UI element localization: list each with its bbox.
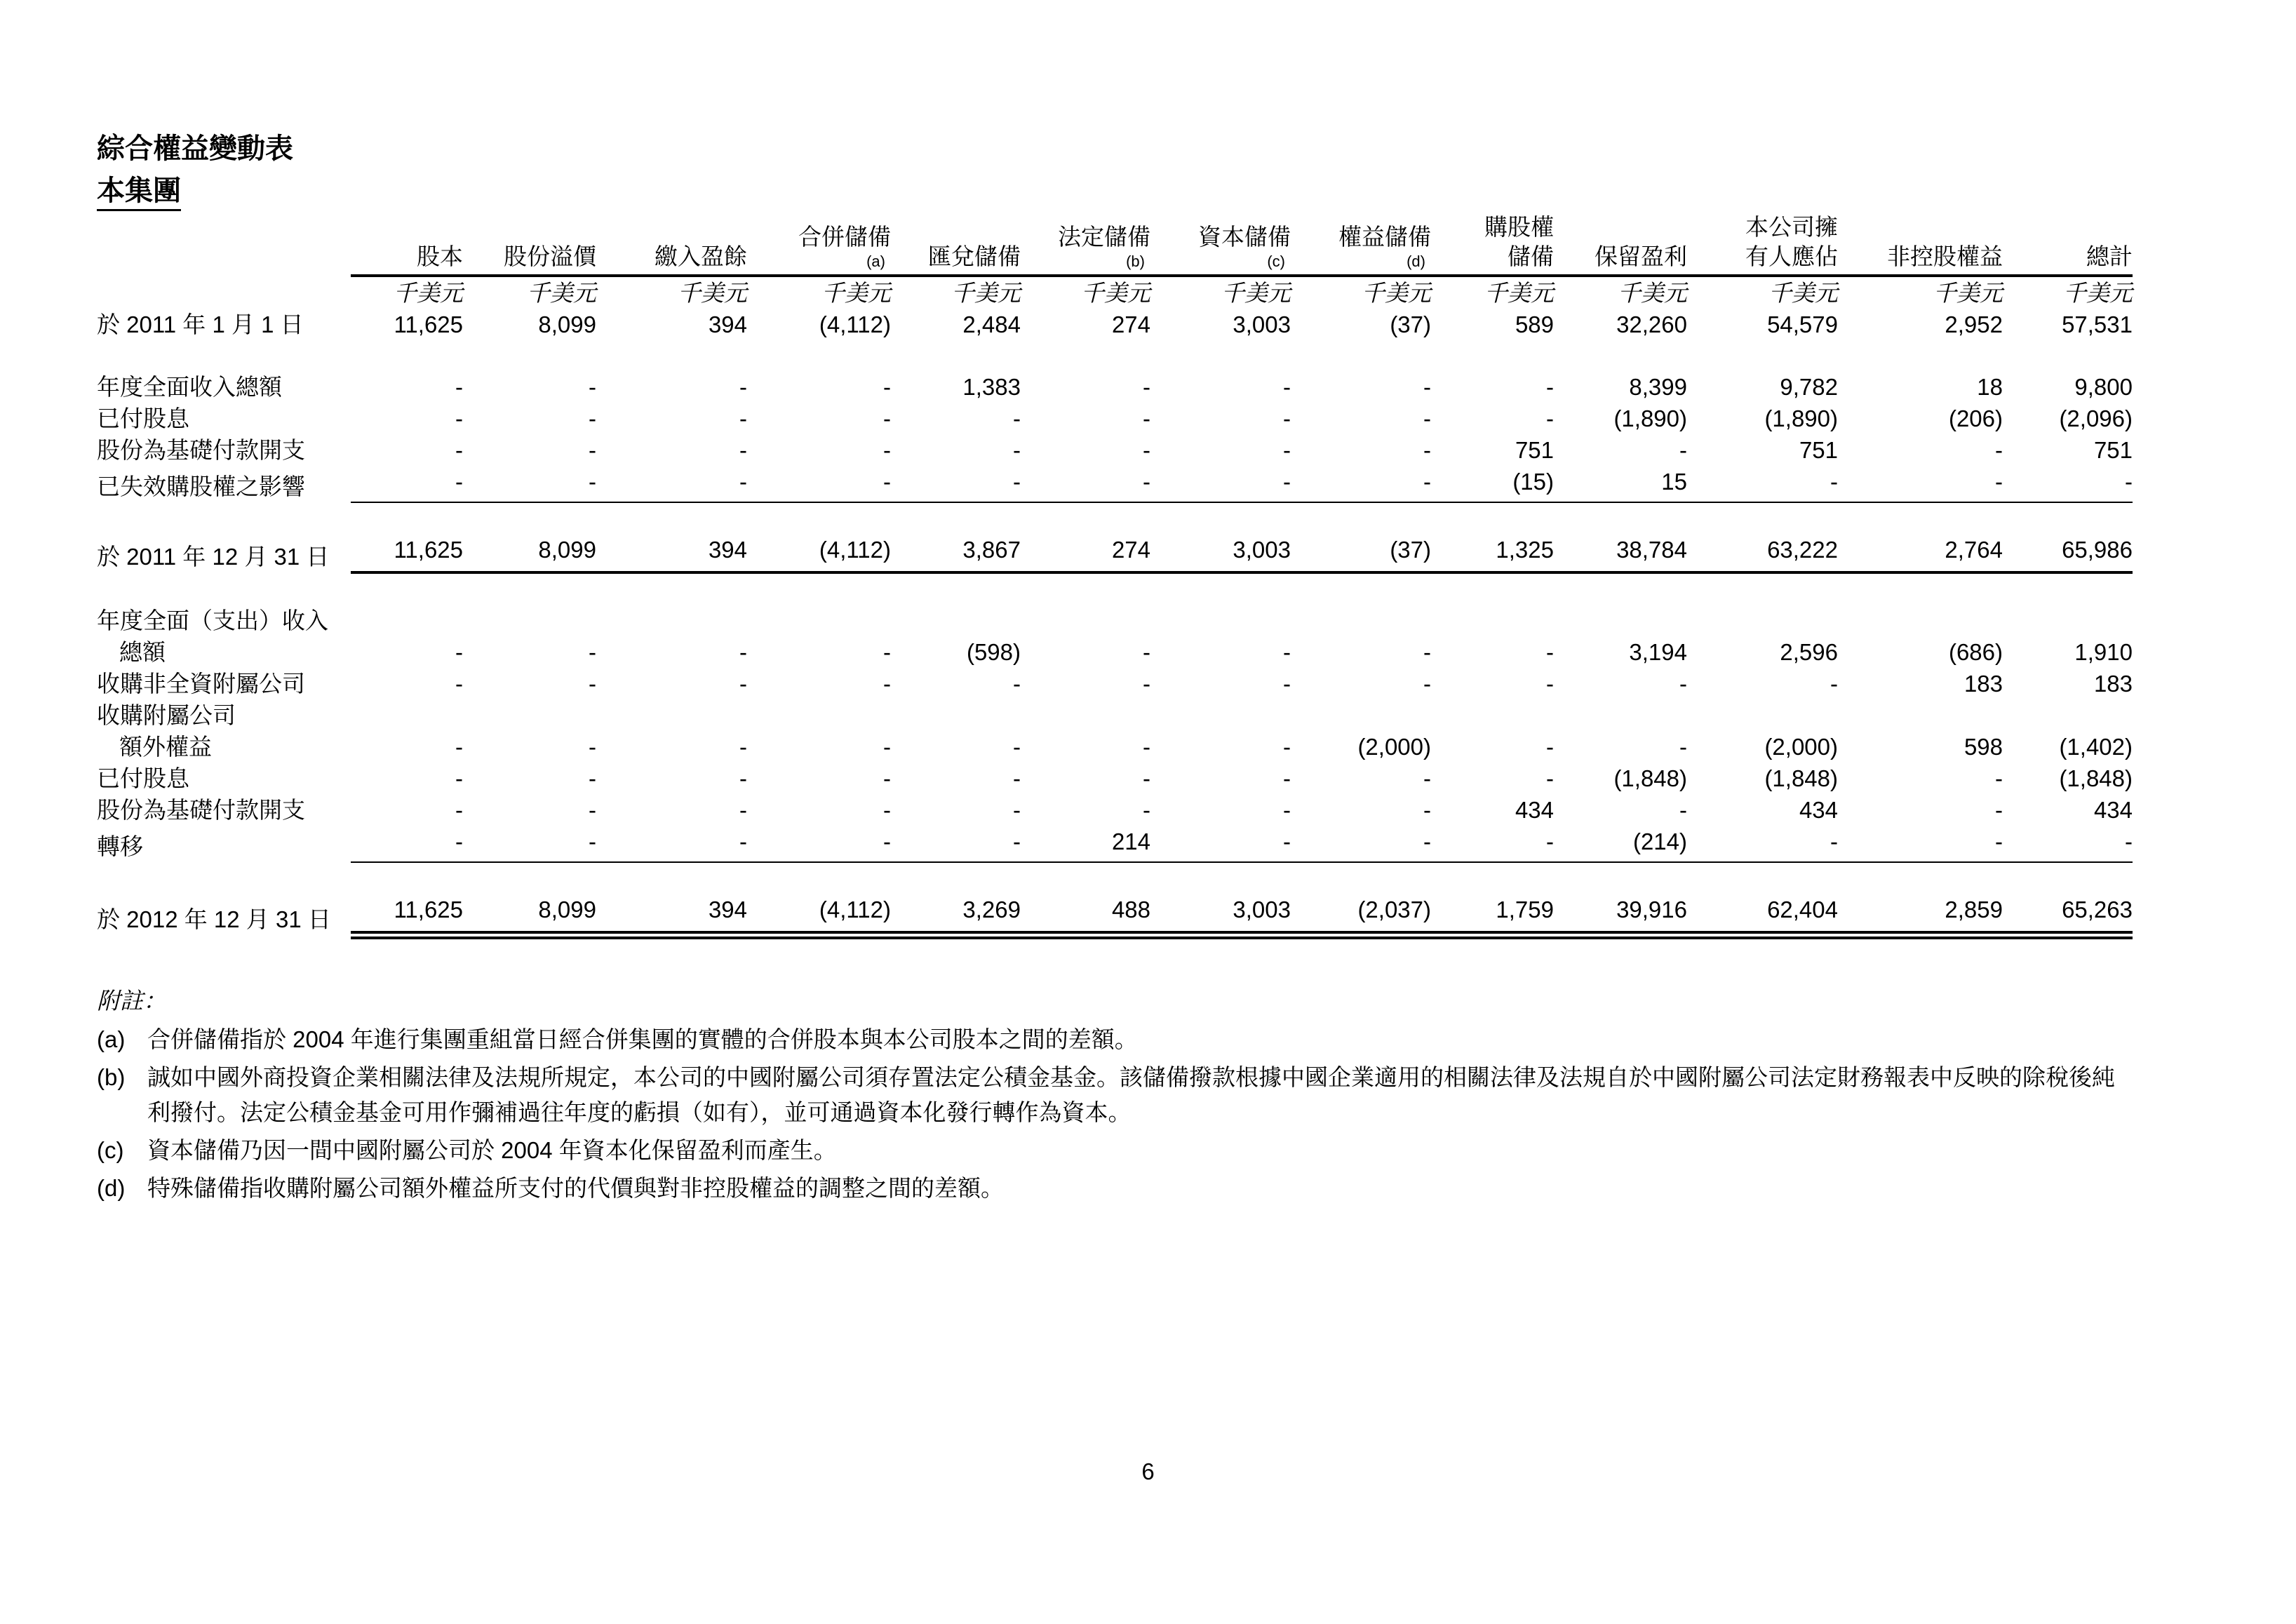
- equity-table: [97, 213, 2133, 939]
- value-cell: -: [739, 639, 747, 665]
- row-label-line: 於 2011 年 1 月 1 日: [97, 311, 304, 337]
- row-label: [97, 794, 351, 826]
- unit-cell: 千美元: [1618, 280, 1687, 306]
- column-header: [891, 213, 1021, 276]
- value-cell: (4,112): [747, 894, 891, 935]
- value-cell: -: [455, 374, 463, 400]
- note-item: [97, 1060, 2135, 1130]
- value-cell: -: [1283, 437, 1291, 463]
- row-label-line: 轉移: [97, 833, 143, 859]
- value-cell: 8,099: [463, 894, 596, 935]
- column-header-line: 權益儲備: [1338, 224, 1431, 250]
- value-cell: 183: [1963, 671, 2003, 697]
- value-cell: (2,037): [1291, 894, 1431, 935]
- column-header-line: 匯兌儲備: [928, 243, 1021, 269]
- value-cell: (4,112): [819, 311, 891, 337]
- unit-cell: 千美元: [1768, 280, 1838, 306]
- page-number: 6: [1141, 1458, 1155, 1484]
- column-header: [351, 213, 463, 276]
- row-label-line: 收購附屬公司: [97, 702, 236, 728]
- note-item: [97, 1171, 2135, 1206]
- value-cell: 9,800: [2074, 374, 2133, 400]
- value-cell: -: [883, 639, 891, 665]
- value-cell: 57,531: [2062, 311, 2133, 337]
- row-label: [97, 699, 351, 763]
- value-cell: -: [1546, 734, 1554, 760]
- value-cell: -: [1423, 671, 1431, 697]
- value-cell: 1,910: [2074, 639, 2133, 665]
- value-cell: 274: [1111, 311, 1150, 337]
- table-row: [97, 309, 2133, 340]
- note-marker: (c): [97, 1137, 124, 1163]
- value-cell: 8,099: [538, 311, 596, 337]
- row-label: [97, 668, 351, 699]
- value-cell: -: [883, 374, 891, 400]
- table-row: [97, 668, 2133, 699]
- value-cell: -: [1679, 437, 1687, 463]
- value-cell: -: [739, 437, 747, 463]
- column-header-line: 法定儲備: [1058, 224, 1150, 250]
- unit-cell: 千美元: [1484, 280, 1554, 306]
- value-cell: -: [596, 826, 747, 862]
- value-cell: (1,402): [2059, 734, 2133, 760]
- page-subtitle-row: [97, 174, 2135, 211]
- row-label: [97, 434, 351, 466]
- value-cell: 1,759: [1431, 894, 1554, 935]
- value-cell: -: [1291, 826, 1431, 862]
- value-cell: -: [455, 765, 463, 791]
- value-cell: 488: [1021, 894, 1150, 935]
- value-cell: 2,859: [1838, 894, 2003, 935]
- value-cell: (1,848): [1613, 765, 1687, 791]
- column-header-line: 儲備: [1508, 243, 1554, 269]
- notes-section: [97, 983, 2135, 1206]
- value-cell: -: [739, 797, 747, 823]
- table-row: [97, 605, 2133, 668]
- value-cell: -: [1423, 405, 1431, 431]
- column-header-line: 資本儲備: [1198, 224, 1291, 250]
- unit-cell: 千美元: [1081, 280, 1150, 306]
- value-cell: 183: [2093, 671, 2133, 697]
- row-label: [97, 826, 351, 862]
- note-text: 資本儲備乃因一間中國附屬公司於 2004 年資本化保留盈利而產生。: [147, 1137, 837, 1163]
- value-cell: -: [351, 466, 463, 502]
- value-cell: 434: [1799, 797, 1838, 823]
- value-cell: 394: [596, 894, 747, 935]
- value-cell: 394: [708, 311, 747, 337]
- value-cell: 274: [1021, 534, 1150, 572]
- column-header-line: 保留盈利: [1595, 243, 1687, 269]
- value-cell: 54,579: [1767, 311, 1838, 337]
- value-cell: -: [2003, 466, 2133, 502]
- value-cell: 18: [1977, 374, 2003, 400]
- value-cell: -: [1143, 405, 1150, 431]
- value-cell: 3,003: [1233, 311, 1291, 337]
- value-cell: -: [1143, 765, 1150, 791]
- value-cell: 434: [2093, 797, 2133, 823]
- value-cell: -: [883, 437, 891, 463]
- value-cell: (214): [1554, 826, 1687, 862]
- unit-cell: 千美元: [1221, 280, 1291, 306]
- value-cell: -: [1838, 826, 2003, 862]
- value-cell: 65,263: [2003, 894, 2133, 935]
- value-cell: -: [455, 671, 463, 697]
- value-cell: -: [1546, 405, 1554, 431]
- column-note: (b): [1126, 253, 1145, 270]
- value-cell: 8,399: [1629, 374, 1687, 400]
- table-row: [97, 434, 2133, 466]
- value-cell: -: [1679, 797, 1687, 823]
- value-cell: -: [1546, 671, 1554, 697]
- value-cell: -: [455, 639, 463, 665]
- value-cell: -: [883, 797, 891, 823]
- value-cell: -: [1995, 797, 2003, 823]
- value-cell: -: [455, 437, 463, 463]
- table-row: [97, 534, 2133, 572]
- column-note: (c): [1267, 253, 1285, 270]
- value-cell: (2,000): [1357, 734, 1431, 760]
- value-cell: -: [891, 466, 1021, 502]
- note-text: 誠如中國外商投資企業相關法律及法規所規定，本公司的中國附屬公司須存置法定公積金基金。該儲備撥款根據中國企業適用的相關法律及法規自於中國附屬公司法定財務報表中反映的除稅後純利撥付。法定公積金基金可用作彌補過往年度的虧損（如有），並可通過資本化發行轉作為資本。: [147, 1064, 2115, 1125]
- row-label: [97, 894, 351, 935]
- value-cell: 598: [1963, 734, 2003, 760]
- value-cell: 2,764: [1838, 534, 2003, 572]
- unit-cell: 千美元: [394, 280, 463, 306]
- row-label-line: 於 2012 年 12 月 31 日: [97, 906, 331, 932]
- table-row: [97, 403, 2133, 434]
- value-cell: -: [463, 466, 596, 502]
- spacer-row: [97, 502, 2133, 534]
- unit-cell: 千美元: [1362, 280, 1431, 306]
- value-cell: -: [739, 374, 747, 400]
- table-row: [97, 699, 2133, 763]
- value-cell: -: [747, 466, 891, 502]
- value-cell: 589: [1515, 311, 1554, 337]
- value-cell: -: [1838, 466, 2003, 502]
- value-cell: -: [1995, 765, 2003, 791]
- value-cell: (686): [1948, 639, 2003, 665]
- value-cell: 434: [1515, 797, 1554, 823]
- column-note: (a): [866, 253, 885, 270]
- value-cell: -: [1283, 639, 1291, 665]
- value-cell: (206): [1948, 405, 2003, 431]
- table-row: [97, 894, 2133, 935]
- row-label: [97, 371, 351, 403]
- table-row: [97, 794, 2133, 826]
- value-cell: 3,003: [1150, 894, 1291, 935]
- value-cell: -: [351, 826, 463, 862]
- value-cell: 214: [1021, 826, 1150, 862]
- row-label: [97, 403, 351, 434]
- value-cell: -: [739, 765, 747, 791]
- row-label: [97, 605, 351, 668]
- row-label: [97, 534, 351, 572]
- value-cell: -: [1546, 765, 1554, 791]
- value-cell: -: [1546, 374, 1554, 400]
- value-cell: -: [455, 405, 463, 431]
- spacer-row: [97, 340, 2133, 371]
- column-header-line: 繳入盈餘: [654, 243, 747, 269]
- value-cell: -: [1150, 466, 1291, 502]
- value-cell: -: [589, 437, 596, 463]
- value-cell: 751: [1799, 437, 1838, 463]
- value-cell: -: [747, 826, 891, 862]
- row-label: [97, 763, 351, 794]
- value-cell: (1,890): [1764, 405, 1838, 431]
- value-cell: (1,890): [1613, 405, 1687, 431]
- value-cell: -: [1013, 797, 1021, 823]
- value-cell: -: [1283, 765, 1291, 791]
- value-cell: -: [1546, 639, 1554, 665]
- value-cell: 1,383: [962, 374, 1021, 400]
- unit-row: [97, 276, 2133, 309]
- row-label-line: 股份為基礎付款開支: [97, 437, 305, 463]
- page-title: 綜合權益變動表: [97, 133, 293, 164]
- value-cell: -: [883, 405, 891, 431]
- row-label-line: 於 2011 年 12 月 31 日: [97, 544, 330, 570]
- spacer-cell: [97, 572, 2133, 605]
- value-cell: -: [1283, 734, 1291, 760]
- spacer-cell: [97, 340, 2133, 371]
- value-cell: 2,952: [1945, 311, 2003, 337]
- value-cell: 32,260: [1616, 311, 1687, 337]
- value-cell: 2,596: [1780, 639, 1838, 665]
- column-header: [1291, 213, 1431, 276]
- column-header-line: 股本: [417, 243, 463, 269]
- value-cell: -: [589, 639, 596, 665]
- table-row: [97, 826, 2133, 862]
- column-header-line: 合併儲備: [798, 224, 891, 250]
- value-cell: -: [589, 405, 596, 431]
- value-cell: -: [1283, 374, 1291, 400]
- table-row: [97, 763, 2133, 794]
- column-header-line: 總計: [2086, 243, 2133, 269]
- unit-cell: 千美元: [1933, 280, 2003, 306]
- column-header: [596, 213, 747, 276]
- value-cell: (2,000): [1764, 734, 1838, 760]
- value-cell: -: [1143, 639, 1150, 665]
- value-cell: -: [1021, 466, 1150, 502]
- header-spacer-cell: [97, 213, 351, 276]
- spacer-row: [97, 862, 2133, 894]
- column-header: [1554, 213, 1687, 276]
- value-cell: -: [883, 765, 891, 791]
- value-cell: -: [739, 734, 747, 760]
- value-cell: -: [1013, 765, 1021, 791]
- value-cell: 63,222: [1687, 534, 1838, 572]
- value-cell: -: [589, 374, 596, 400]
- value-cell: -: [2003, 826, 2133, 862]
- unit-spacer-cell: [97, 276, 351, 309]
- value-cell: -: [1143, 437, 1150, 463]
- row-label-line: 已付股息: [97, 405, 189, 431]
- value-cell: (37): [1291, 534, 1431, 572]
- table-row: [97, 371, 2133, 403]
- value-cell: 11,625: [351, 894, 463, 935]
- column-note: (d): [1407, 253, 1425, 270]
- value-cell: (4,112): [747, 534, 891, 572]
- value-cell: -: [1013, 734, 1021, 760]
- value-cell: -: [1291, 466, 1431, 502]
- note-item: [97, 1133, 2135, 1168]
- value-cell: -: [883, 734, 891, 760]
- row-label-line: 額外權益: [119, 734, 212, 760]
- column-header: [747, 213, 891, 276]
- unit-cell: 千美元: [821, 280, 891, 306]
- unit-cell: 千美元: [951, 280, 1021, 306]
- row-label-line: 年度全面（支出）收入: [97, 608, 328, 633]
- value-cell: 11,625: [351, 534, 463, 572]
- row-label: [97, 466, 351, 502]
- value-cell: 62,404: [1687, 894, 1838, 935]
- row-label-line: 總額: [119, 639, 166, 665]
- value-cell: (15): [1431, 466, 1554, 502]
- value-cell: -: [589, 734, 596, 760]
- value-cell: -: [1143, 374, 1150, 400]
- value-cell: -: [1150, 826, 1291, 862]
- value-cell: -: [1679, 734, 1687, 760]
- column-header-line: 非控股權益: [1887, 243, 2003, 269]
- value-cell: -: [1143, 734, 1150, 760]
- spacer-cell: [97, 502, 2133, 534]
- value-cell: 3,269: [891, 894, 1021, 935]
- table-row: [97, 466, 2133, 502]
- value-cell: 9,782: [1780, 374, 1838, 400]
- value-cell: 39,916: [1554, 894, 1687, 935]
- value-cell: -: [589, 765, 596, 791]
- column-header: [463, 213, 596, 276]
- value-cell: (37): [1390, 311, 1431, 337]
- column-header-line: 有人應佔: [1745, 243, 1838, 269]
- value-cell: -: [1679, 671, 1687, 697]
- value-cell: (1,848): [2059, 765, 2133, 791]
- note-marker: (d): [97, 1175, 126, 1201]
- value-cell: -: [1013, 405, 1021, 431]
- unit-cell: 千美元: [527, 280, 596, 306]
- value-cell: -: [455, 734, 463, 760]
- header-row: [97, 213, 2133, 276]
- spacer-cell: [97, 862, 2133, 894]
- value-cell: -: [1687, 466, 1838, 502]
- note-text: 合併儲備指於 2004 年進行集團重組當日經合併集團的實體的合併股本與本公司股本之間的差額。: [147, 1026, 1138, 1052]
- value-cell: -: [1013, 437, 1021, 463]
- value-cell: -: [883, 671, 891, 697]
- value-cell: 38,784: [1554, 534, 1687, 572]
- value-cell: -: [1423, 797, 1431, 823]
- value-cell: -: [1830, 671, 1838, 697]
- value-cell: -: [1423, 765, 1431, 791]
- spacer-row: [97, 572, 2133, 605]
- value-cell: -: [1687, 826, 1838, 862]
- value-cell: 8,099: [463, 534, 596, 572]
- column-header-line: 本公司擁: [1745, 214, 1838, 240]
- value-cell: -: [1423, 639, 1431, 665]
- value-cell: 2,484: [962, 311, 1021, 337]
- value-cell: -: [1995, 437, 2003, 463]
- column-header: [1687, 213, 1838, 276]
- value-cell: 394: [596, 534, 747, 572]
- notes-heading: 附註：: [97, 988, 166, 1014]
- value-cell: -: [1423, 374, 1431, 400]
- value-cell: 3,003: [1150, 534, 1291, 572]
- note-marker: (b): [97, 1064, 126, 1090]
- column-header-line: 購股權: [1484, 214, 1554, 240]
- value-cell: 65,986: [2003, 534, 2133, 572]
- value-cell: -: [1283, 405, 1291, 431]
- value-cell: -: [1283, 671, 1291, 697]
- value-cell: (2,096): [2059, 405, 2133, 431]
- note-marker: (a): [97, 1026, 126, 1052]
- value-cell: -: [596, 466, 747, 502]
- value-cell: -: [463, 826, 596, 862]
- column-header: [1431, 213, 1554, 276]
- value-cell: -: [1143, 671, 1150, 697]
- value-cell: 3,194: [1629, 639, 1687, 665]
- value-cell: -: [1143, 797, 1150, 823]
- column-header: [1838, 213, 2003, 276]
- note-text: 特殊儲備指收購附屬公司額外權益所支付的代價與對非控股權益的調整之間的差額。: [147, 1175, 1004, 1201]
- row-label-line: 股份為基礎付款開支: [97, 797, 305, 823]
- value-cell: -: [739, 671, 747, 697]
- value-cell: 1,325: [1431, 534, 1554, 572]
- value-cell: (598): [966, 639, 1021, 665]
- unit-cell: 千美元: [2063, 280, 2133, 306]
- row-label-line: 收購非全資附屬公司: [97, 671, 305, 697]
- value-cell: 751: [2093, 437, 2133, 463]
- value-cell: -: [589, 671, 596, 697]
- value-cell: -: [739, 405, 747, 431]
- value-cell: -: [589, 797, 596, 823]
- value-cell: (1,848): [1764, 765, 1838, 791]
- row-label-line: 已失效購股權之影響: [97, 474, 305, 499]
- column-header-line: 股份溢價: [504, 243, 596, 269]
- row-label: [97, 309, 351, 340]
- column-header: [1150, 213, 1291, 276]
- value-cell: -: [1013, 671, 1021, 697]
- value-cell: -: [455, 797, 463, 823]
- unit-cell: 千美元: [678, 280, 747, 306]
- value-cell: 3,867: [891, 534, 1021, 572]
- column-header: [1021, 213, 1150, 276]
- column-header: [2003, 213, 2133, 276]
- note-item: [97, 1022, 2135, 1057]
- page-subtitle: 本集團: [97, 174, 181, 211]
- value-cell: -: [1423, 437, 1431, 463]
- row-label-line: 年度全面收入總額: [97, 374, 282, 400]
- value-cell: 15: [1554, 466, 1687, 502]
- row-label-line: 已付股息: [97, 765, 189, 791]
- value-cell: 11,625: [394, 311, 463, 337]
- value-cell: -: [1431, 826, 1554, 862]
- value-cell: -: [891, 826, 1021, 862]
- value-cell: -: [1283, 797, 1291, 823]
- value-cell: 751: [1515, 437, 1554, 463]
